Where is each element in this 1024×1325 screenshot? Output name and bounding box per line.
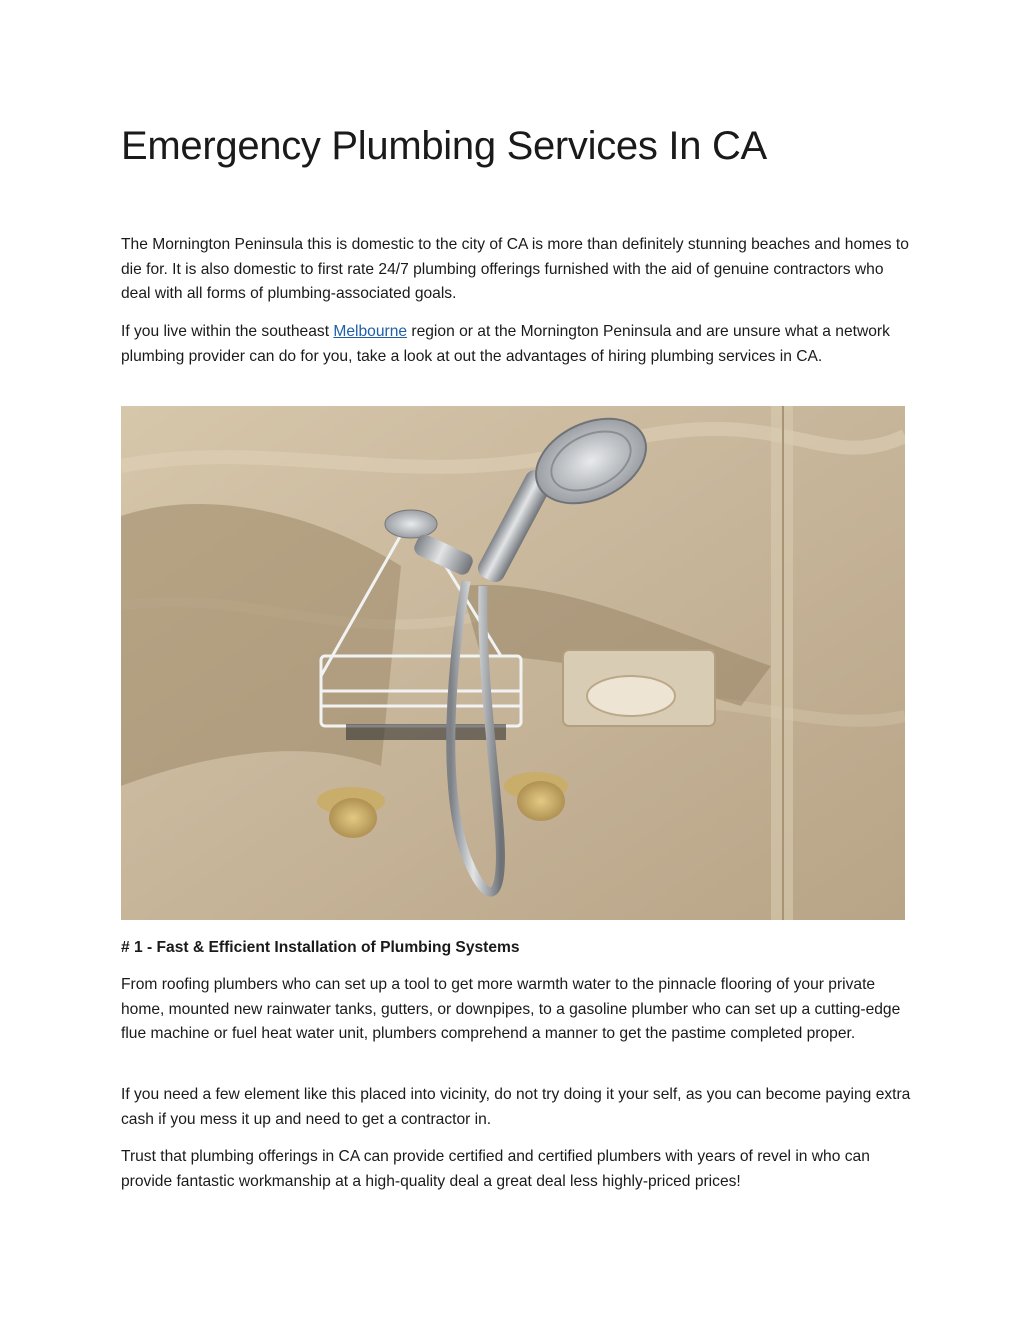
section-paragraph-2: If you need a few element like this placed into vicinity, do not try doing it your self, as you can become paying extra cash if you mess it up and need to get a contractor in. [121,1086,911,1128]
paragraph-text-after-link: region or at the Mornington Peninsula and are unsure what a network plumbing provider can do for you, take a look at out the advantages of hiring plumbing services in CA. [121,323,890,365]
second-paragraph [121,320,911,369]
section-paragraph-1: From roofing plumbers who can set up a tool to get more warmth water to the pinnacle flooring of your private home, mounted new rainwater tanks, gutters, or downpipes, to a gasoline plumber who can set up a cutting-edge flue machine or fuel heat water unit, plumbers comprehend a manner to get the pastime completed proper. [121,976,901,1042]
paragraph-text-before-link: If you live within the southeast [121,323,334,340]
intro-paragraph: The Mornington Peninsula this is domestic to the city of CA is more than definitely stunning beaches and homes to die for. It is also domestic to first rate 24/7 plumbing offerings furnished with the aid of genuine contractors who deal with all forms of plumbing-associated goals. [121,236,909,302]
shower-photo [121,406,905,920]
page-title: Emergency Plumbing Services In CA [121,124,767,168]
section-heading: # 1 - Fast & Efficient Installation of Plumbing Systems [121,939,520,956]
melbourne-link[interactable]: Melbourne [333,323,408,340]
section-paragraph-3: Trust that plumbing offerings in CA can provide certified and certified plumbers with years of revel in who can provide fantastic workmanship at a high-quality deal a great deal less highly-priced prices! [121,1148,870,1190]
